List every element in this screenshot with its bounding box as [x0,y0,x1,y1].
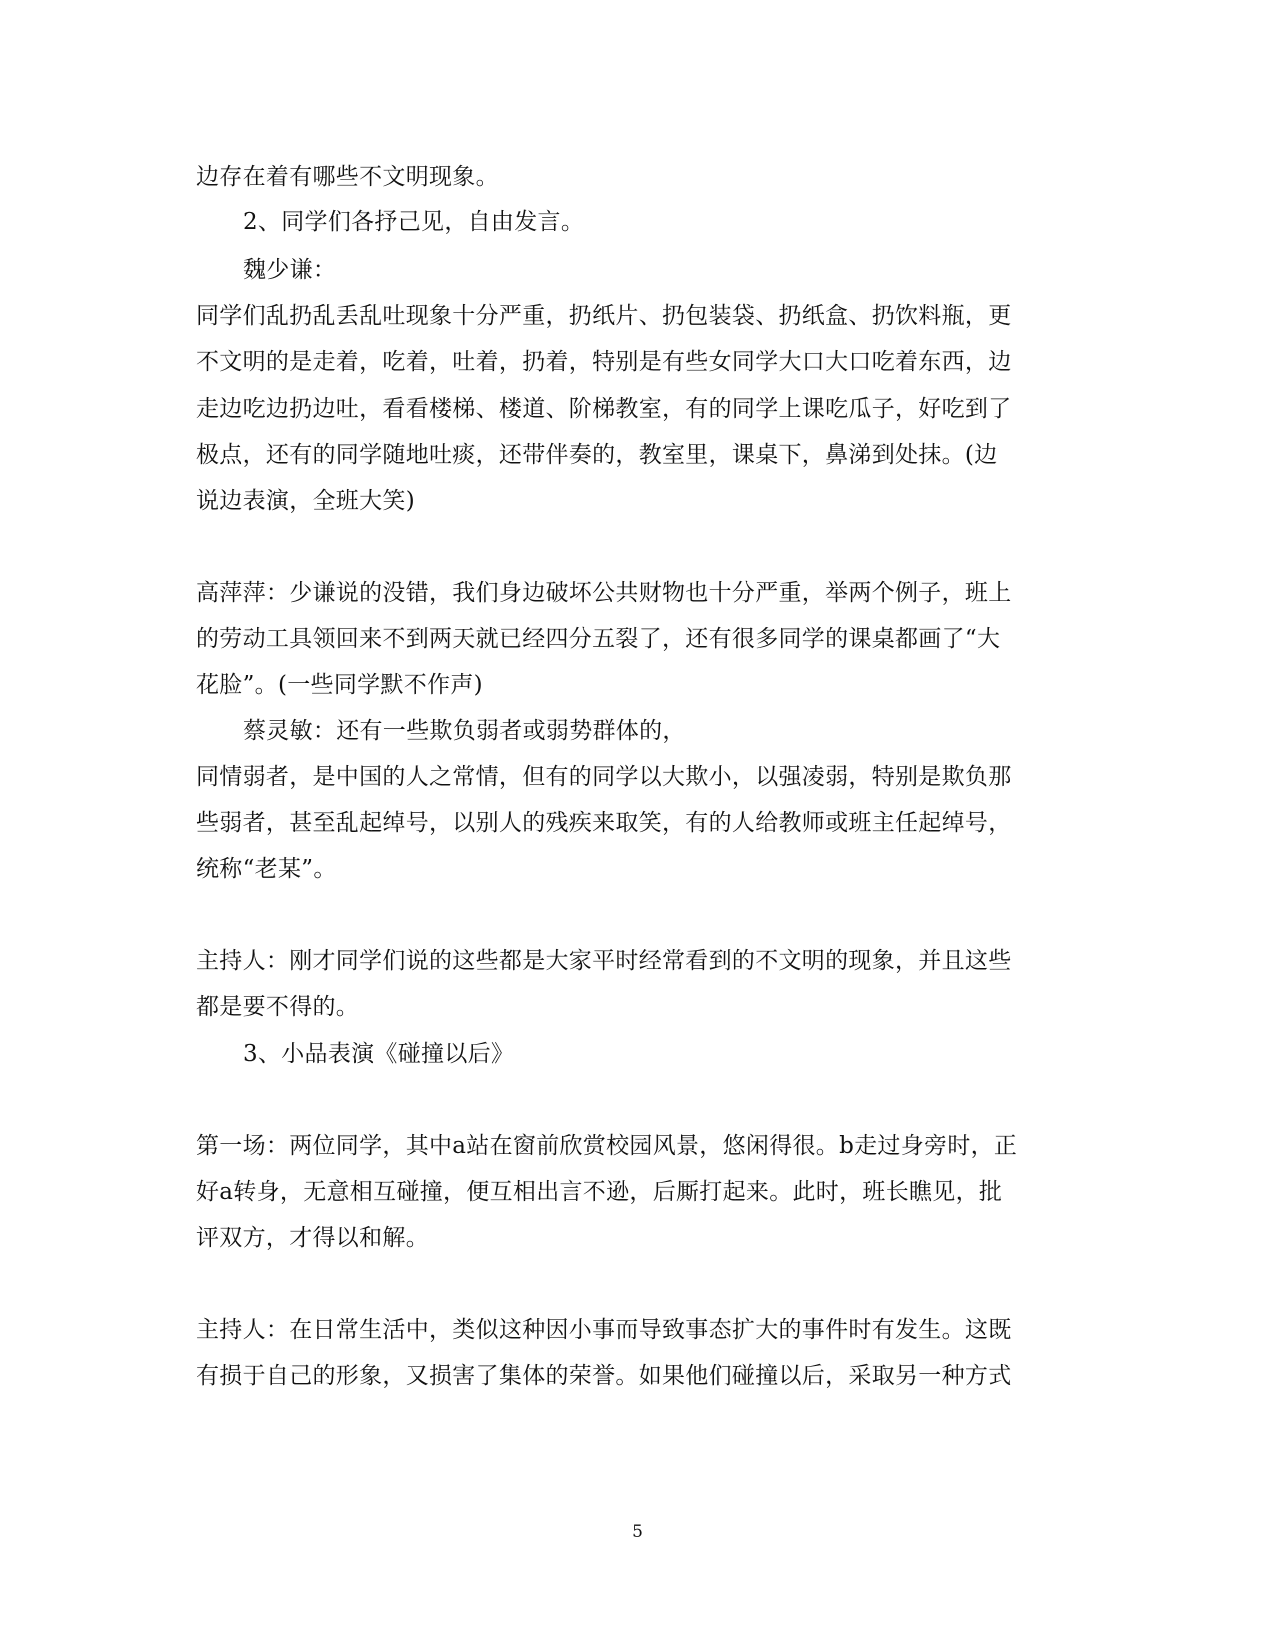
section-heading: 2、同学们各抒己见，自由发言。 [243,209,585,235]
text-line: 蔡灵敏：还有一些欺负弱者或弱势群体的， [243,718,686,744]
text-line: 评双方，才得以和解。 [196,1225,429,1251]
text-line: 好a转身，无意相互碰撞，便互相出言不逊，后厮打起来。此时，班长瞧见，批 [196,1179,1003,1205]
text-line: 的劳动工具领回来不到两天就已经四分五裂了，还有很多同学的课桌都画了“大 [196,626,1001,652]
text-line: 不文明的是走着，吃着，吐着，扔着，特别是有些女同学大口大口吃着东西，边 [196,349,1012,375]
speaker-label: 魏少谦： [243,257,337,283]
section-heading: 3、小品表演《碰撞以后》 [243,1041,515,1067]
text-line: 主持人：刚才同学们说的这些都是大家平时经常看到的不文明的现象，并且这些 [196,948,1012,974]
text-line: 统称“老某”。 [196,856,337,882]
text-line: 有损于自己的形象，又损害了集体的荣誉。如果他们碰撞以后，采取另一种方式 [196,1363,1012,1389]
text-line: 第一场：两位同学，其中a站在窗前欣赏校园风景，悠闲得很。b走过身旁时，正 [196,1133,1018,1159]
text-line: 同学们乱扔乱丢乱吐现象十分严重，扔纸片、扔包装袋、扔纸盒、扔饮料瓶，更 [196,303,1012,329]
text-line: 边存在着有哪些不文明现象。 [196,164,499,190]
text-line: 主持人：在日常生活中，类似这种因小事而导致事态扩大的事件时有发生。这既 [196,1317,1012,1343]
text-line: 花脸”。(一些同学默不作声) [196,672,483,698]
text-line: 都是要不得的。 [196,994,360,1020]
text-line: 走边吃边扔边吐，看看楼梯、楼道、阶梯教室，有的同学上课吃瓜子，好吃到了 [196,396,1012,422]
text-line: 说边表演，全班大笑) [196,488,415,514]
text-line: 同情弱者，是中国的人之常情，但有的同学以大欺小，以强凌弱，特别是欺负那 [196,764,1012,790]
text-line: 些弱者，甚至乱起绰号，以别人的残疾来取笑，有的人给教师或班主任起绰号， [196,810,1012,836]
page-number: 5 [632,1522,643,1542]
text-line: 极点，还有的同学随地吐痰，还带伴奏的，教室里，课桌下，鼻涕到处抹。(边 [196,442,998,468]
text-line: 高萍萍：少谦说的没错，我们身边破坏公共财物也十分严重，举两个例子，班上 [196,580,1012,606]
